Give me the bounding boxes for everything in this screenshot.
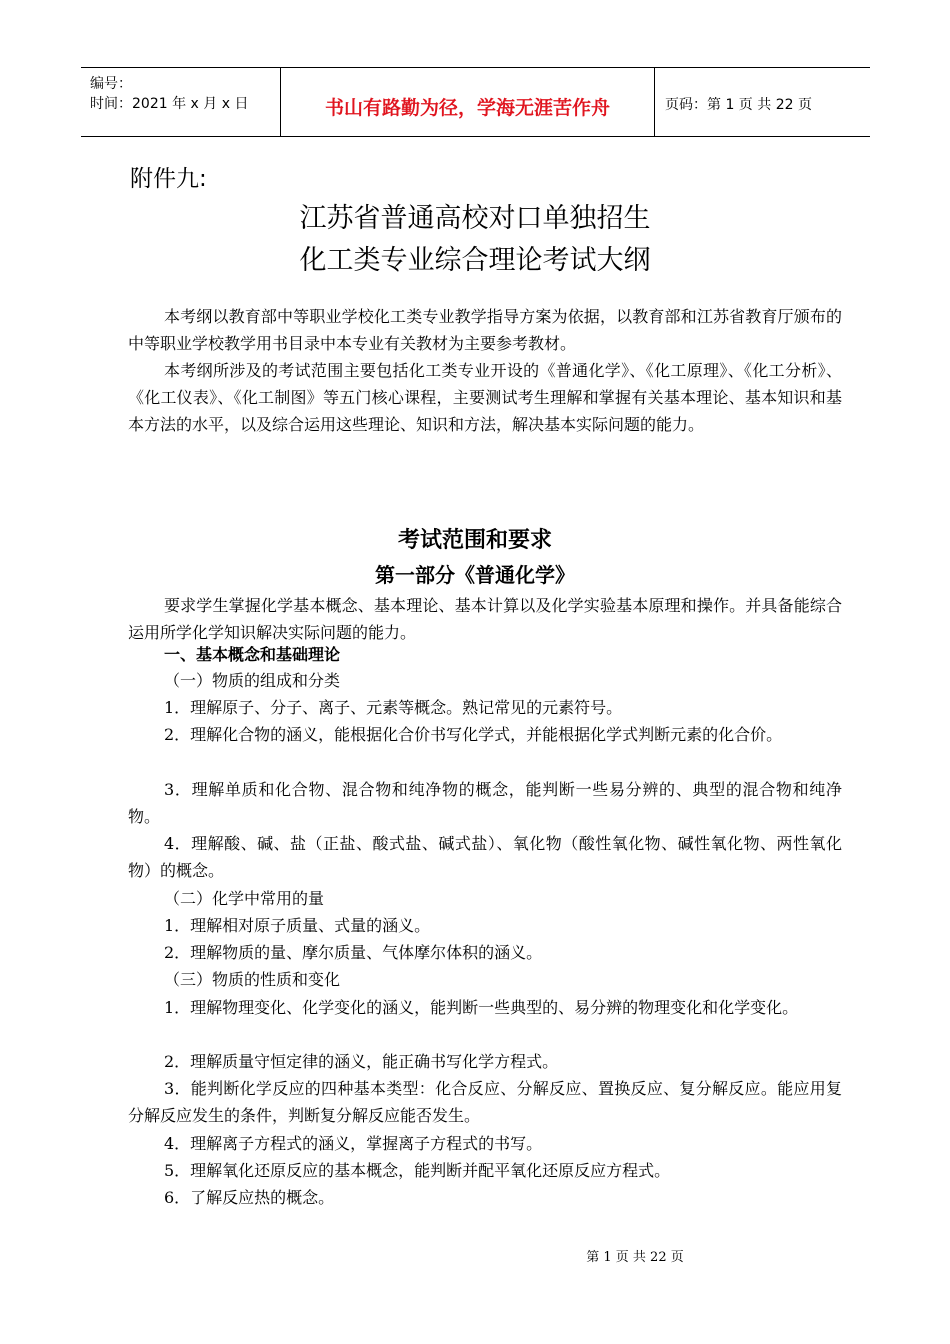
page-header xyxy=(81,67,870,137)
intro-paragraph-2: 本考纲所涉及的考试范围主要包括化工类专业开设的《普通化学》、《化工原理》、《化工分析》、《化工仪表》、《化工制图》等五门核心课程，主要测试考生理解和掌握有关基本理论、基本知识和基本方法的水平，以及综合运用这些理论、知识和方法，解决基本实际问题的能力。 xyxy=(128,361,842,434)
annex-label: 附件九: xyxy=(130,166,207,192)
subheading-properties: （三）物质的性质和变化 xyxy=(164,970,341,989)
list-item: 4．理解离子方程式的涵义，掌握离子方程式的书写。 xyxy=(164,1134,543,1153)
list-item: 4．理解酸、碱、盐（正盐、酸式盐、碱式盐）、氧化物（酸性氧化物、碱性氧化物、两性氧化物）的概念。 xyxy=(128,834,842,880)
subheading-composition: （一）物质的组成和分类 xyxy=(164,671,341,690)
header-page-cell xyxy=(655,68,870,136)
document-title-line1: 江苏省普通高校对口单独招生 xyxy=(299,203,651,234)
header-motto-cell xyxy=(280,68,655,136)
list-item: 5．理解氧化还原反应的基本概念，能判断并配平氧化还原反应方程式。 xyxy=(164,1161,671,1180)
list-item: 1．理解原子、分子、离子、元素等概念。熟记常见的元素符号。 xyxy=(164,698,623,717)
document-title-line2: 化工类专业综合理论考试大纲 xyxy=(299,245,651,276)
list-item: 2．理解化合物的涵义，能根据化合价书写化学式，并能根据化学式判断元素的化合价。 xyxy=(164,725,783,744)
part-title: 第一部分《普通化学》 xyxy=(375,563,575,587)
header-meta xyxy=(81,68,280,136)
section-title: 考试范围和要求 xyxy=(397,528,552,553)
heading-basic-concepts: 一、基本概念和基础理论 xyxy=(164,645,341,664)
header-page-info: 页码：第 1 页 共 22 页 xyxy=(665,97,812,113)
list-item: 3．能判断化学反应的四种基本类型：化合反应、分解反应、置换反应、复分解反应。能应用复分解反应发生的条件，判断复分解反应能否发生。 xyxy=(128,1079,842,1125)
document-number: 编号： xyxy=(90,76,132,92)
list-item: 1．理解物理变化、化学变化的涵义，能判断一些典型的、易分辨的物理变化和化学变化。 xyxy=(164,998,799,1017)
list-item: 1．理解相对原子质量、式量的涵义。 xyxy=(164,916,431,935)
page-footer: 第 1 页 共 22 页 xyxy=(586,1250,684,1265)
document-date: 时间：2021 年 x 月 x 日 xyxy=(90,96,249,112)
header-motto: 书山有路勤为径，学海无涯苦作舟 xyxy=(324,97,610,119)
list-item: 2．理解质量守恒定律的涵义，能正确书写化学方程式。 xyxy=(164,1052,559,1071)
part-intro: 要求学生掌握化学基本概念、基本理论、基本计算以及化学实验基本原理和操作。并具备能综合运用所学化学知识解决实际问题的能力。 xyxy=(128,596,842,642)
subheading-quantities: （二）化学中常用的量 xyxy=(164,889,325,908)
list-item: 3．理解单质和化合物、混合物和纯净物的概念，能判断一些易分辨的、典型的混合物和纯净物。 xyxy=(128,780,842,826)
list-item: 2．理解物质的量、摩尔质量、气体摩尔体积的涵义。 xyxy=(164,943,543,962)
list-item: 6．了解反应热的概念。 xyxy=(164,1188,335,1207)
intro-paragraph-1: 本考纲以教育部中等职业学校化工类专业教学指导方案为依据，以教育部和江苏省教育厅颁布的中等职业学校教学用书目录中本专业有关教材为主要参考教材。 xyxy=(128,307,842,353)
